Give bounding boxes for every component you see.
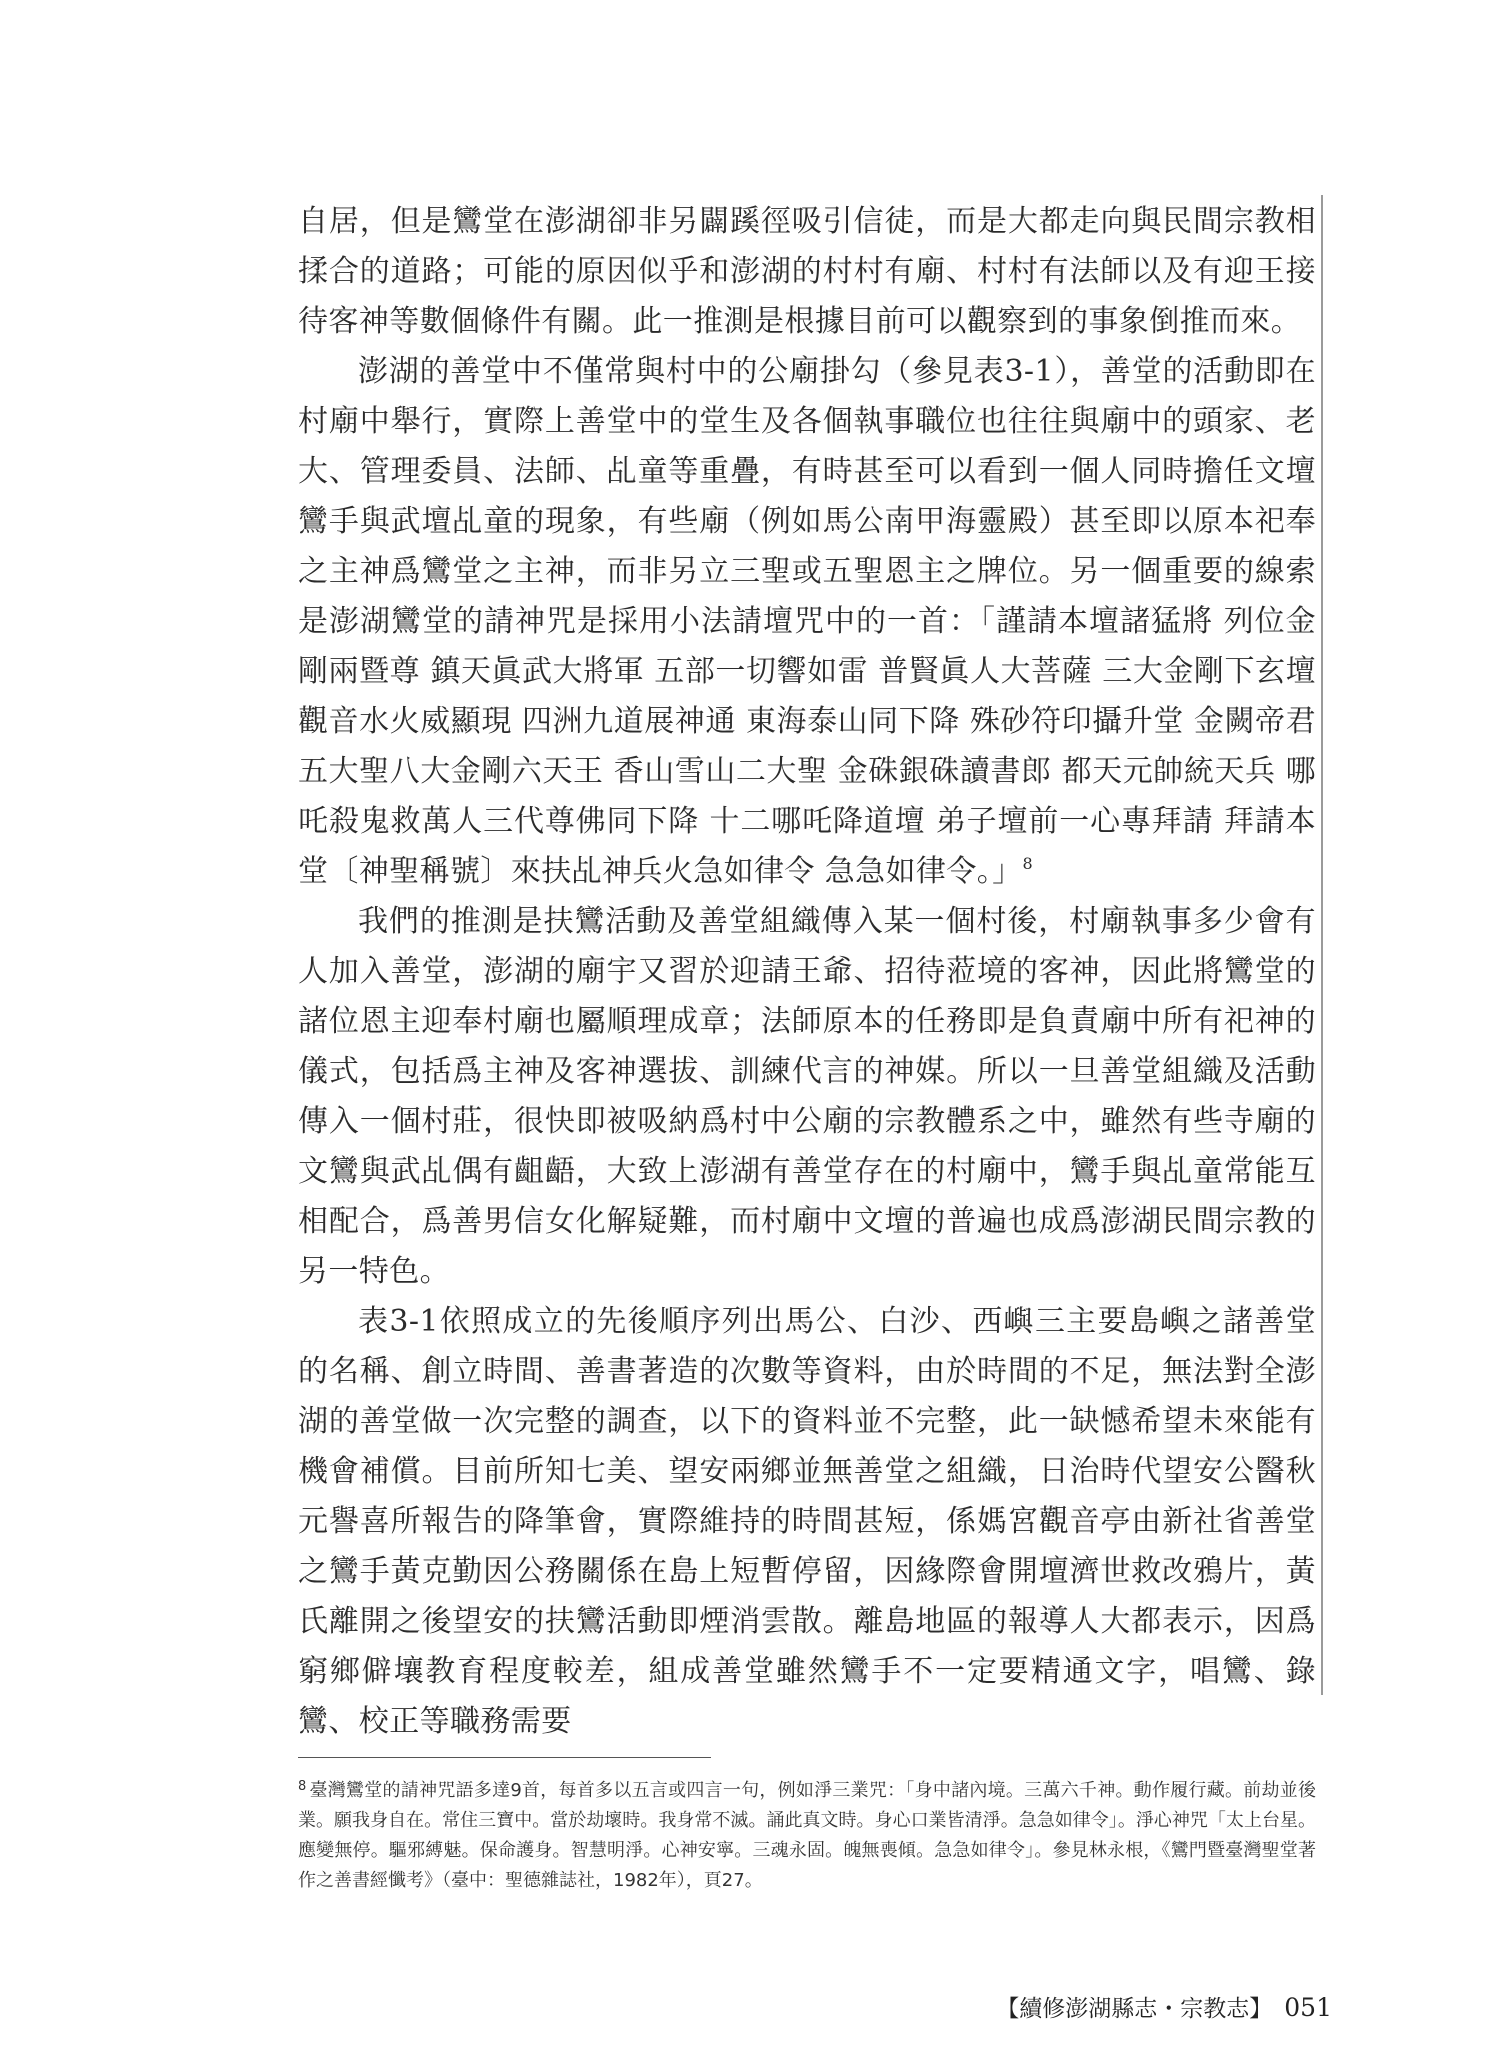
paragraph-3: 我們的推測是扶鸞活動及善堂組織傳入某一個村後，村廟執事多少會有人加入善堂，澎湖的廟宇又習於迎請王爺、招待蒞境的客神，因此將鸞堂的諸位恩主迎奉村廟也屬順理成章；法師原本的任務即是負責廟中所有祀神的儀式，包括爲主神及客神選拔、訓練代言的神媒。所以一旦善堂組織及活動傳入一個村莊，很快即被吸納爲村中公廟的宗教體系之中，雖然有些寺廟的文鸞與武乩偶有齟齬，大致上澎湖有善堂存在的村廟中，鸞手與乩童常能互相配合，爲善男信女化解疑難，而村廟中文壇的普遍也成爲澎湖民間宗教的另一特色。 xyxy=(298,904,1316,1289)
footnote-reference[interactable]: 8 xyxy=(1022,854,1034,873)
footnote-divider xyxy=(298,1757,711,1758)
body-text xyxy=(298,197,1316,1747)
page-number: 051 xyxy=(1284,1993,1332,2022)
page-footer xyxy=(996,1990,1332,2023)
book-title: 【續修澎湖縣志・宗教志】 xyxy=(996,1996,1273,2022)
paragraph-1: 自居，但是鸞堂在澎湖卻非另闢蹊徑吸引信徒，而是大都走向與民間宗教相揉合的道路；可能的原因似乎和澎湖的村村有廟、村村有法師以及有迎王接待客神等數個條件有關。此一推測是根據目前可以觀察到的事象倒推而來。 xyxy=(298,204,1316,339)
footnote xyxy=(298,1772,1316,1896)
paragraph-2-text: 澎湖的善堂中不僅常與村中的公廟掛勾（參見表3-1），善堂的活動即在村廟中舉行，實際上善堂中的堂生及各個執事職位也往往與廟中的頭家、老大、管理委員、法師、乩童等重疊，有時甚至可以看到一個人同時擔任文壇鸞手與武壇乩童的現象，有些廟（例如馬公南甲海靈殿）甚至即以原本祀奉之主神爲鸞堂之主神，而非另立三聖或五聖恩主之牌位。另一個重要的線索是澎湖鸞堂的請神咒是採用小法請壇咒中的一首：「謹請本壇諸猛將 列位金剛兩暨尊 鎮天眞武大將軍 五部一切響如雷 普賢眞人大菩薩 三大金剛下玄壇 觀音水火威顯現 四洲九道展神通 東海泰山同下降 殊砂符印攝升堂 金闕帝君五大聖八大金剛六天王 香山雪山二大聖 金硃銀硃讀書郎 都天元帥統天兵 哪吒殺鬼救萬人三代尊佛同下降 十二哪吒降道壇 弟子壇前一心專拜請 拜請本堂〔神聖稱號〕來扶乩神兵火急如律令 急急如律令。」 xyxy=(298,354,1316,889)
footnote-number: 8 xyxy=(298,1779,307,1794)
margin-rule xyxy=(1321,195,1323,1695)
paragraph-4: 表3-1依照成立的先後順序列出馬公、白沙、西嶼三主要島嶼之諸善堂的名稱、創立時間、善書著造的次數等資料，由於時間的不足，無法對全澎湖的善堂做一次完整的調查，以下的資料並不完整，此一缺憾希望未來能有機會補償。目前所知七美、望安兩鄉並無善堂之組織，日治時代望安公醫秋元譽喜所報告的降筆會，實際維持的時間甚短，係媽宮觀音亭由新社省善堂之鸞手黃克勤因公務關係在島上短暫停留，因緣際會開壇濟世救改鴉片，黃氏離開之後望安的扶鸞活動即煙消雲散。離島地區的報導人大都表示，因爲窮鄉僻壤教育程度較差，組成善堂雖然鸞手不一定要精通文字，唱鸞、錄鸞、校正等職務需要 xyxy=(298,1304,1316,1739)
paragraph-2 xyxy=(298,347,1316,897)
footnote-text: 臺灣鸞堂的請神咒語多達9首，每首多以五言或四言一句，例如淨三業咒：「身中諸內境。三萬六千神。動作履行藏。前劫並後業。願我身自在。常住三寶中。當於劫壞時。我身常不滅。誦此真文時。身心口業皆清淨。急急如律令」。淨心神咒「太上台星。應變無停。驅邪縛魅。保命護身。智慧明淨。心神安寧。三魂永固。魄無喪傾。急急如律令」。參見林永根，《鸞門暨臺灣聖堂著作之善書經懺考》（臺中：聖德雜誌社，1982年），頁27。 xyxy=(298,1780,1316,1891)
